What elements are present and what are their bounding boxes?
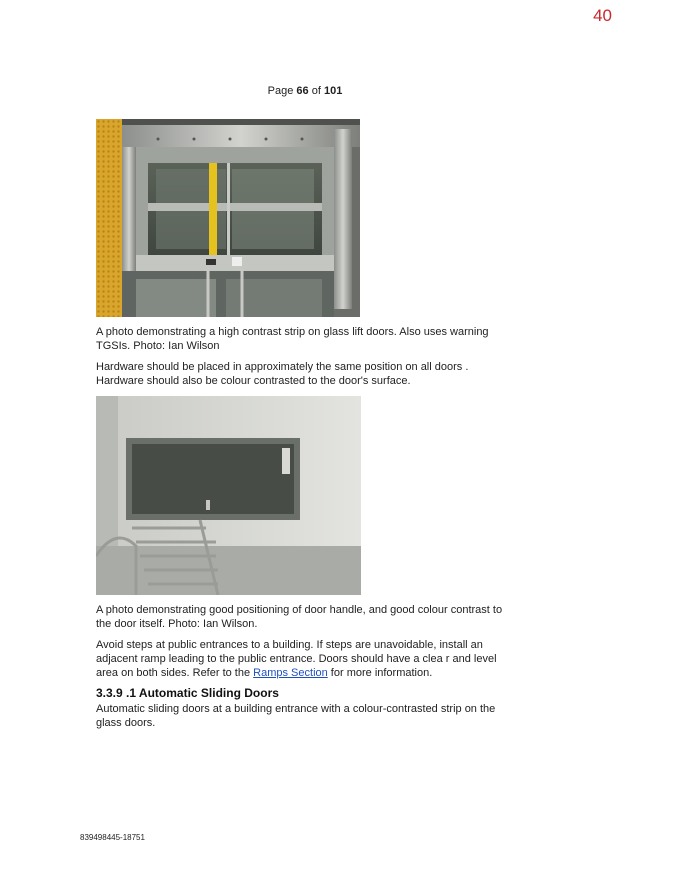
- total-pages: 101: [323, 85, 343, 97]
- steps-text-after: for more information.: [327, 667, 433, 679]
- caption-door-handle-photo: A photo demonstrating good positioning of door handle, and good colour contrast to the door itself. Photo: Ian Wilson.: [96, 604, 503, 630]
- sliding-doors-paragraph: Automatic sliding doors at a building entrance with a colour-contrasted strip on the glass doors.: [96, 703, 496, 729]
- ramps-section-link[interactable]: Ramps Section: [253, 667, 328, 679]
- page-indicator: [0, 85, 610, 97]
- door-handle-photo: [96, 396, 361, 595]
- steps-text-before: Avoid steps at public entrances to a building. If steps are unavoidable, install an adjacent ramp leading to the public entrance. Doors should have a clea r and level area on both sides. Refer to the: [96, 639, 497, 679]
- hardware-paragraph: Hardware should be placed in approximately the same position on all doors . Hardware should also be colour contrasted to the door's surface.: [96, 361, 469, 387]
- lift-doors-photo: [96, 119, 360, 317]
- caption-lift-photo: A photo demonstrating a high contrast strip on glass lift doors. Also uses warning TGSIs. Photo: Ian Wilson: [96, 326, 489, 352]
- page-label: Page: [267, 85, 297, 97]
- current-page: 66: [296, 85, 309, 97]
- page-of-label: of: [308, 85, 324, 97]
- lift-doors-photo-illustration: [96, 119, 360, 317]
- corner-page-number: 40: [593, 6, 612, 25]
- document-footer-id: 839498445-18751: [80, 833, 145, 842]
- section-heading: 3.3.9 .1 Automatic Sliding Doors: [96, 686, 279, 700]
- door-handle-photo-illustration: [96, 396, 361, 595]
- steps-paragraph: [96, 638, 516, 680]
